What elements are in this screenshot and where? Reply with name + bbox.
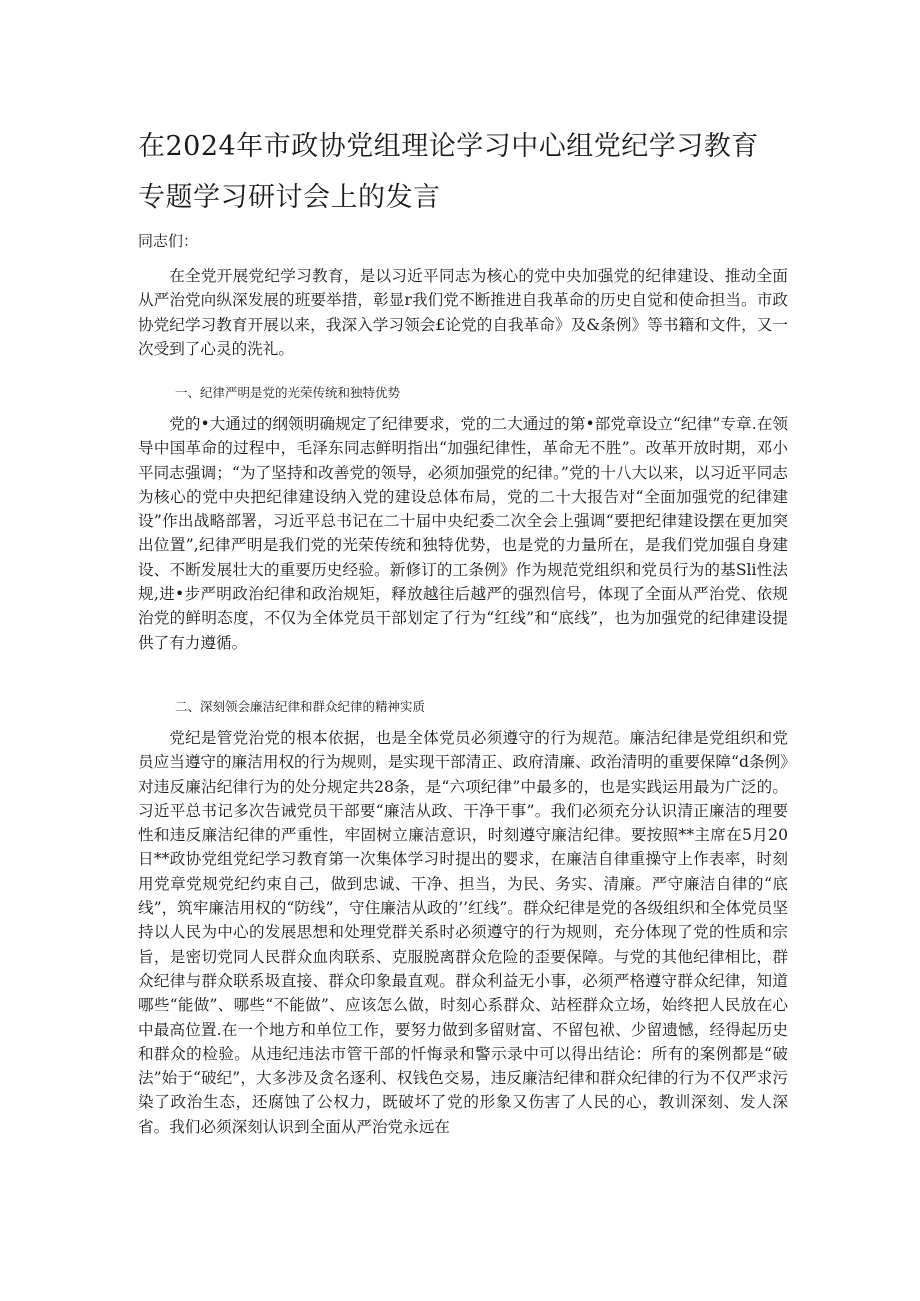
section-heading-2: 二、深刻领会廉洁纪律和群众纪律的精神实质 — [175, 699, 426, 714]
paragraph-intro: 在全党开展党纪学习教育，是以习近平同志为核心的党中央加强党的纪律建设、推动全面从严治党向纵深发展的班要举措，彰显r我们党不断推进自我革命的历史自觉和使命担当。市政协党纪学习教育开展以来，我深入学习领会£论党的自我革命》及&条例》等书籍和文件，又一次受到了心灵的洗礼。 — [138, 267, 788, 358]
section-heading-1: 一、纪律严明是党的光荣传统和独特优势 — [175, 385, 401, 400]
paragraph-section-2: 党纪是管党治党的根本依据，也是全体党员必须遵守的行为规范。廉洁纪律是党组织和党员应当遵守的廉洁用权的行为规则，是实现干部清正、政府清廉、政治清明的重要保障“d条例》对违反廉沾纪律行为的处分规定共28条，是“六项纪律”中最多的，也是实践运用最为广泛的。习近平总书记多次告诫党员干部要“廉洁从政、干净干事”。我们必须充分认识清正廉洁的理要性和违反廉洁纪律的严重性，牢固树立廉洁意识，时刻遵守廉洁纪律。要按照**主席在5月20日**政协党组党纪学习教育第一次集体学习时提出的婴求，在廉洁自律重操守上作表率，时刻用党章党规党纪约束自己，做到忠诚、干净、担当，为民、务实、清廉。严守廉洁自律的“底线”，筑牢廉洁用权的“防线”，守住廉洁从政的’’红线”。群众纪律是党的各级组织和全体党员坚持以人民为中心的发展思想和处理党群关系时必须遵守的行为规则，充分体现了党的性质和宗旨，是密切党同人民群众血肉联系、克服脱离群众危险的歪要保障。与党的其他纪律相比，群众纪律与群众联系圾直接、群众印象最直观。群众利益无小事，必须严格遵守群众纪律，知道哪些“能做”、哪些“不能做”、应该怎么做，时刻心系群众、站桎群众立场，始终把人民放在心中最高位置.在一个地方和单位工作，要努力做到多留财富、不留包袱、少留遗憾，经得起历史和群众的检验。从违纪违法市管干部的忏悔录和警示录中可以得出结论：所有的案例都是“破法”始于“破纪”，大多涉及贪名逐利、权钱色交易，违反廉洁纪律和群众纪律的行为不仅严求污染了政治生态，还腐蚀了公权力，既破坏了党的形象又伤害了人民的心，教训深刻、发人深省。我们必须深刻认识到全面从严治党永远在 — [138, 729, 788, 1136]
paragraph-section-1: 党的•大通过的纲领明确规定了纪律要求，党的二大通过的第•部党章设立“纪律”专章.在领导中国革命的过程中，毛泽东同志鲜明指出“加强纪律性，革命无不胜”。改革开放时期，邓小平同志强调；“为了坚持和改善党的领导，必须加强党的纪律。”党的十八大以来，以习近平同志为核心的党中央把纪律建设纳入党的建设总体布局，党的二十大报告对“全面加强党的纪律建设”作出战略部署，习近平总书记在二十届中央纪委二次全会上强调“要把纪律建设摆在更加突出位置”,纪律严明是我们党的光荣传统和独特优势，也是党的力量所在，是我们党加强自身建设、不断发展壮大的重要历史经验。新修订的工条例》作为规范党组织和党员行为的基Sli性法规,进•步严明政治纪律和政治规矩，释放越往后越严的强烈信号，体现了全面从严治党、依规治党的鲜明态度，不仅为全体党员干部划定了行为“红线”和“底线”，也为加强党的纪律建设提供了有力遵循。 — [138, 415, 788, 652]
document-title-line-2: 专题学习研讨会上的发言 — [138, 182, 441, 213]
greeting: 同志们： — [138, 232, 199, 250]
document-title-line-1: 在2024年市政协党组理论学习中心组党纪学习教育 — [138, 131, 759, 162]
